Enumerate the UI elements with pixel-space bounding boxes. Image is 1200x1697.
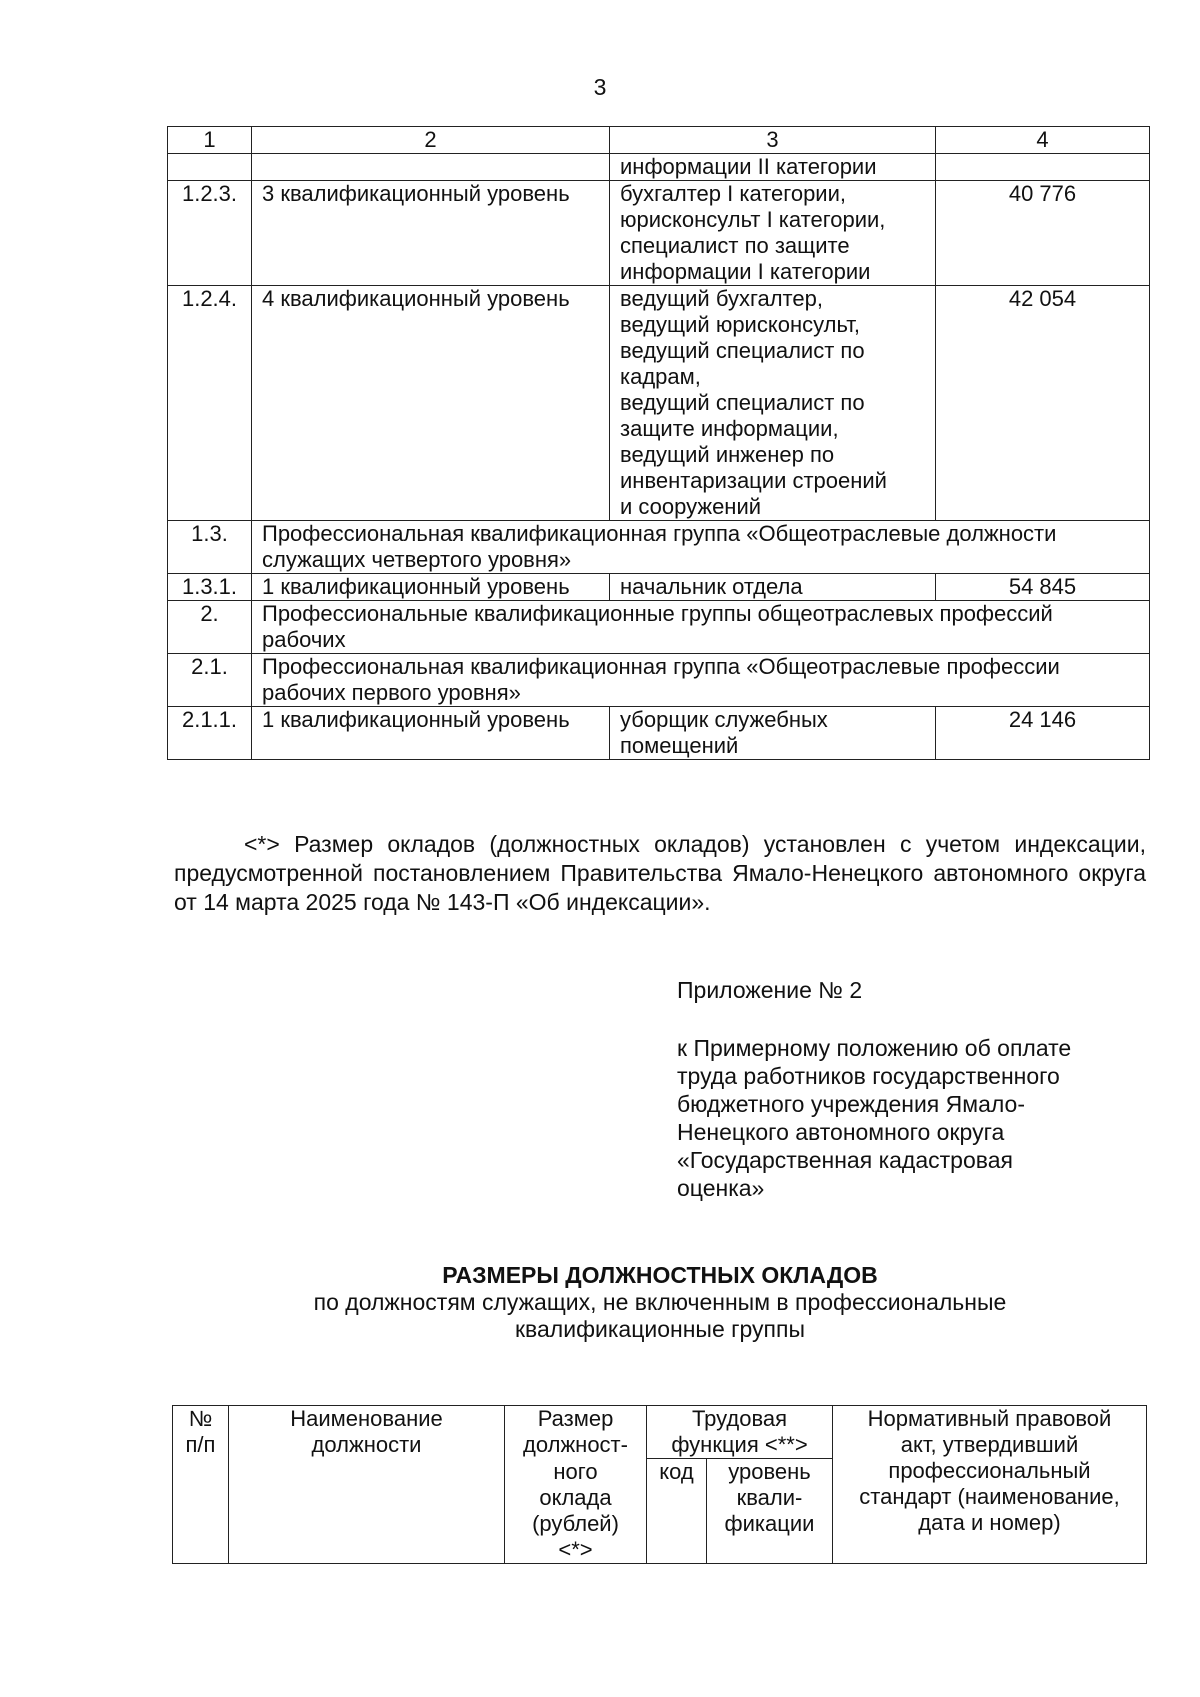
row-level bbox=[252, 154, 610, 181]
header-line: фикации bbox=[724, 1511, 815, 1536]
row-number: 2.1. bbox=[168, 654, 252, 707]
position-line: юрисконсульт I категории, bbox=[620, 207, 886, 232]
header-line: Трудовая bbox=[691, 1406, 788, 1431]
appendix-line: бюджетного учреждения Ямало- bbox=[677, 1091, 1025, 1117]
header-line: должност- bbox=[523, 1432, 628, 1457]
table-header-row bbox=[168, 127, 1150, 154]
header-line: (рублей) bbox=[532, 1510, 619, 1536]
header-line: № bbox=[188, 1406, 213, 1431]
appendix-line: труда работников государственного bbox=[677, 1063, 1060, 1089]
header-col-3: 3 bbox=[610, 127, 936, 154]
col-salary-header-cont bbox=[505, 1459, 647, 1564]
position-line: начальник отдела bbox=[620, 574, 803, 599]
position-line: информации I категории bbox=[620, 259, 871, 284]
row-salary bbox=[936, 154, 1150, 181]
row-level: 4 квалификационный уровень bbox=[252, 286, 610, 521]
appendix-header bbox=[677, 976, 1147, 1202]
position-line: защите информации, bbox=[620, 416, 839, 441]
row-salary: 40 776 bbox=[936, 181, 1150, 286]
title-sub-line: по должностям служащих, не включенным в профессиональные bbox=[313, 1289, 1007, 1315]
position-line: помещений bbox=[620, 733, 739, 758]
row-number: 1.2.4. bbox=[168, 286, 252, 521]
position-line: ведущий специалист по bbox=[620, 390, 865, 415]
row-number: 2.1.1. bbox=[168, 707, 252, 760]
header-col-4: 4 bbox=[936, 127, 1150, 154]
title-main: РАЗМЕРЫ ДОЛЖНОСТНЫХ ОКЛАДОВ bbox=[442, 1262, 878, 1288]
position-line: и сооружений bbox=[620, 494, 762, 519]
header-line: п/п bbox=[185, 1432, 216, 1457]
row-salary: 54 845 bbox=[936, 574, 1150, 601]
col-level-header bbox=[707, 1459, 833, 1564]
header-line: оклада bbox=[539, 1484, 612, 1510]
table-group-row bbox=[168, 654, 1150, 707]
row-salary: 24 146 bbox=[936, 707, 1150, 760]
position-line: ведущий инженер по bbox=[620, 442, 835, 467]
row-salary: 42 054 bbox=[936, 286, 1150, 521]
table-row bbox=[168, 154, 1150, 181]
table-group-row bbox=[168, 601, 1150, 654]
position-line: инвентаризации строений bbox=[620, 468, 887, 493]
table-row bbox=[168, 574, 1150, 601]
positions-table-header bbox=[172, 1405, 1147, 1564]
position-line: бухгалтер I категории, bbox=[620, 181, 846, 206]
row-positions bbox=[610, 181, 936, 286]
header-line: квали- bbox=[736, 1485, 803, 1510]
position-line: ведущий юрисконсульт, bbox=[620, 312, 860, 337]
header-line: Размер bbox=[537, 1406, 614, 1431]
position-line: специалист по защите bbox=[620, 233, 850, 258]
header-line: уровень bbox=[728, 1459, 811, 1484]
header-line: дата и номер) bbox=[918, 1510, 1061, 1535]
row-positions bbox=[610, 154, 936, 181]
footnote: <*> Размер окладов (должностных окладов) установлен с учетом индексации, предусмотренной постановлением Правительства Ямало-Ненецкого автономного округа от 14 марта 2025 года № 143-П «Об индексации». bbox=[174, 831, 1146, 915]
row-number bbox=[168, 154, 252, 181]
row-level: 1 квалификационный уровень bbox=[252, 707, 610, 760]
row-positions bbox=[610, 286, 936, 521]
position-line: ведущий специалист по bbox=[620, 338, 865, 363]
table-row bbox=[168, 707, 1150, 760]
header-line: функция <**> bbox=[671, 1432, 808, 1457]
appendix-number: Приложение № 2 bbox=[677, 977, 863, 1003]
table-row bbox=[168, 286, 1150, 521]
row-group-title: Профессиональная квалификационная группа «Общеотраслевые профессии рабочих первого уровня» bbox=[252, 654, 1150, 707]
row-positions bbox=[610, 707, 936, 760]
header-line: стандарт (наименование, bbox=[859, 1484, 1120, 1509]
row-level: 1 квалификационный уровень bbox=[252, 574, 610, 601]
header-line: ного bbox=[553, 1458, 598, 1484]
header-line: акт, утвердивший bbox=[900, 1432, 1079, 1457]
col-function-header bbox=[647, 1406, 833, 1459]
row-level: 3 квалификационный уровень bbox=[252, 181, 610, 286]
salary-table bbox=[167, 126, 1150, 760]
header-line: Наименование bbox=[290, 1406, 443, 1431]
appendix-line: Ненецкого автономного округа bbox=[677, 1119, 1005, 1145]
header-col-2: 2 bbox=[252, 127, 610, 154]
row-group-title: Профессиональная квалификационная группа «Общеотраслевые должности служащих четвертого уровня» bbox=[252, 521, 1150, 574]
row-number: 1.2.3. bbox=[168, 181, 252, 286]
header-line: профессиональный bbox=[888, 1458, 1091, 1483]
header-line: Нормативный правовой bbox=[867, 1406, 1112, 1431]
col-act-header bbox=[833, 1406, 1147, 1564]
row-number: 1.3.1. bbox=[168, 574, 252, 601]
row-number: 1.3. bbox=[168, 521, 252, 574]
row-group-title: Профессиональные квалификационные группы общеотраслевых профессий рабочих bbox=[252, 601, 1150, 654]
header-line: <*> bbox=[558, 1536, 593, 1562]
header-line: должности bbox=[311, 1432, 422, 1457]
table-row bbox=[168, 181, 1150, 286]
table-group-row bbox=[168, 521, 1150, 574]
position-line: уборщик служебных bbox=[620, 707, 828, 732]
col-salary-header bbox=[505, 1406, 647, 1459]
document-title bbox=[174, 1262, 1146, 1343]
appendix-line: к Примерному положению об оплате bbox=[677, 1035, 1072, 1061]
col-code-header: код bbox=[647, 1459, 707, 1564]
position-line: кадрам, bbox=[620, 364, 701, 389]
appendix-line: «Государственная кадастровая bbox=[677, 1147, 1013, 1173]
position-line: информации II категории bbox=[620, 154, 877, 179]
header-row-1 bbox=[173, 1406, 1147, 1459]
page-number: 3 bbox=[593, 74, 607, 100]
position-line: ведущий бухгалтер, bbox=[620, 286, 823, 311]
appendix-line: оценка» bbox=[677, 1175, 765, 1201]
col-name-header bbox=[229, 1406, 505, 1564]
title-sub-line: квалификационные группы bbox=[514, 1316, 805, 1342]
col-number-header bbox=[173, 1406, 229, 1564]
header-col-1: 1 bbox=[168, 127, 252, 154]
row-number: 2. bbox=[168, 601, 252, 654]
row-positions bbox=[610, 574, 936, 601]
